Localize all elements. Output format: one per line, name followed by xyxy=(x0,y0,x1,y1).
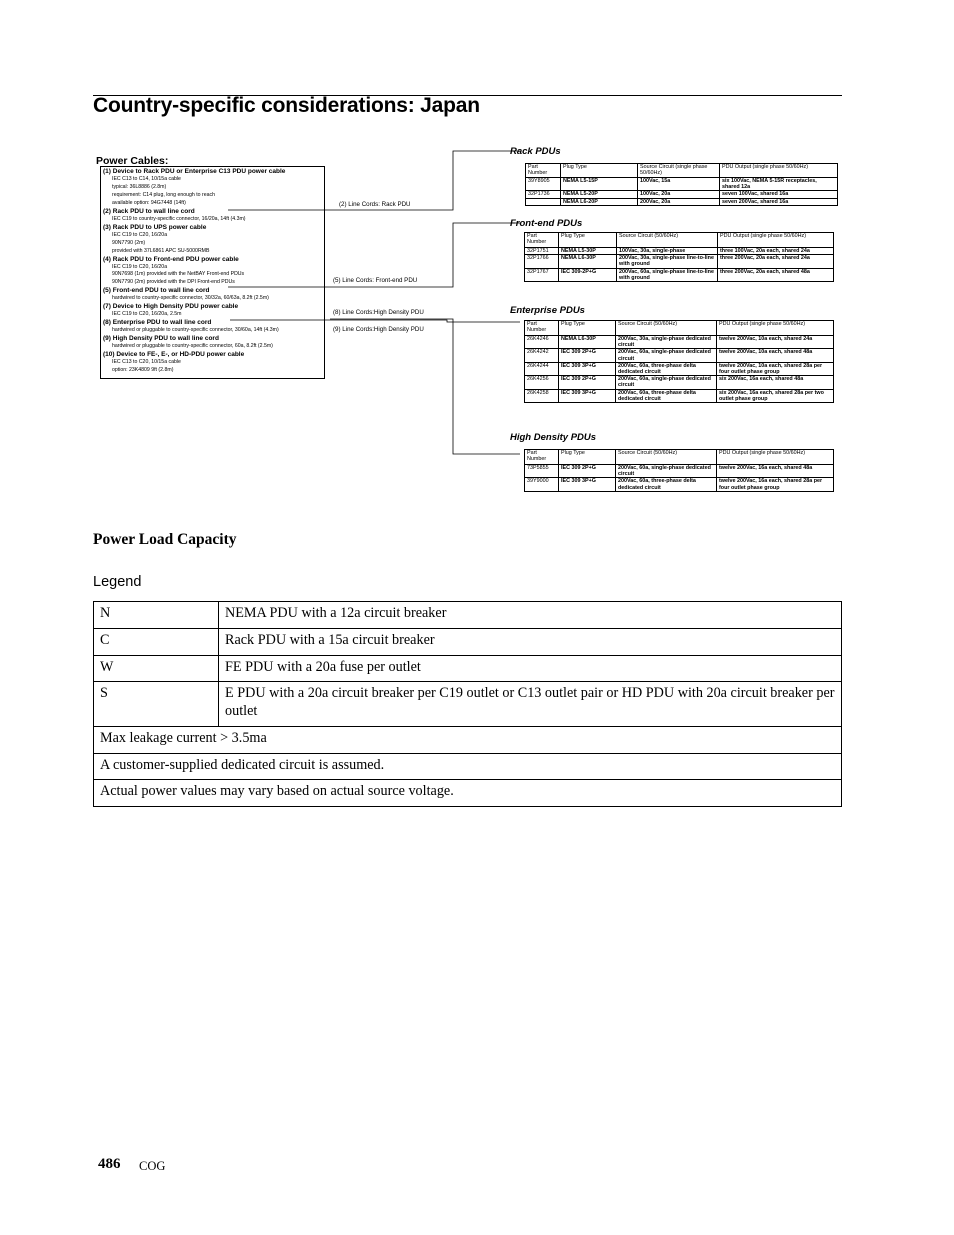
pdu-cell: 73P5855 xyxy=(525,465,559,478)
cable-detail: 90N7790 (2m) xyxy=(112,239,146,246)
cable-detail: provided with 37L6861 APC SU-5000RMB xyxy=(112,247,210,254)
pdu-cell: twelve 200Vac, 16a each, shared 28a per four outlet phase group xyxy=(717,478,834,491)
pdu-cell: twelve 200Vac, 10a each, shared 24a xyxy=(717,336,834,349)
cable-detail: 90N7698 (1m) provided with the NetBAY Front-end PDUs xyxy=(112,271,245,278)
pdu-cell: 26K4244 xyxy=(525,362,559,375)
rack-pdus-table xyxy=(525,163,838,206)
pdu-cell: twelve 200Vac, 10a each, shared 28a per four outlet phase group xyxy=(717,362,834,375)
cable-heading: (4) Rack PDU to Front-end PDU power cable xyxy=(103,255,239,263)
cable-detail: available option: 94G7448 (14ft) xyxy=(112,199,186,206)
cable-detail: IEC C19 to C20, 16/20a, 2.5m xyxy=(112,311,182,318)
connection-label-enterprise: (8) Line Cords:High Density PDU xyxy=(333,309,424,316)
pdu-header-cell: Part Number xyxy=(525,450,559,465)
pdu-header-cell: Source Circuit (50/60Hz) xyxy=(616,450,717,465)
pdu-row xyxy=(526,191,838,198)
note-row xyxy=(94,780,842,807)
cable-heading: (3) Rack PDU to UPS power cable xyxy=(103,223,207,231)
cable-detail: requirement: C14 plug, long enough to reach xyxy=(112,191,215,198)
pdu-cell: 200Vac, 60a, three-phase delta dedicated circuit xyxy=(616,362,717,375)
pdu-header-row xyxy=(526,164,838,178)
pdu-cell: 26K4246 xyxy=(525,336,559,349)
pdu-row xyxy=(525,478,834,491)
note-text: Actual power values may vary based on actual source voltage. xyxy=(94,780,842,807)
power-cables-title: Power Cables: xyxy=(96,155,169,167)
footer-text: COG xyxy=(139,1159,166,1173)
pdu-cell: 32P1767 xyxy=(525,268,559,281)
pdu-cell: NEMA L6-20P xyxy=(561,198,638,205)
pdu-cell: 200Vac, 60a, single-phase dedicated circuit xyxy=(616,349,717,362)
pdu-cell: NEMA L6-30P xyxy=(559,336,616,349)
pdu-cell: 200Vac, 60a, three-phase delta dedicated circuit xyxy=(616,478,717,491)
pdu-cell: IEC 309 3P+G xyxy=(559,478,616,491)
legend-code: C xyxy=(94,628,219,655)
pdu-cell: 100Vac, 20a xyxy=(638,191,720,198)
pdu-cell: IEC 309-2P+G xyxy=(559,268,617,281)
note-row xyxy=(94,753,842,780)
page-title: Country-specific considerations: Japan xyxy=(93,94,480,117)
legend-row xyxy=(94,682,842,727)
cable-detail: IEC C19 to country-specific connector, 16/20a, 14ft (4.3m) xyxy=(112,215,246,222)
pdu-header-cell: Plug Type xyxy=(559,321,616,336)
cable-detail: typical: 36L8886 (2.8m) xyxy=(112,183,167,190)
legend-description: FE PDU with a 20a fuse per outlet xyxy=(219,655,842,682)
pdu-header-cell: Source Circuit (50/60Hz) xyxy=(617,233,718,248)
pdu-row xyxy=(526,178,838,191)
pdu-cell: NEMA L5-30P xyxy=(559,248,617,255)
pdu-row xyxy=(525,389,834,402)
pdu-cell: 32P1766 xyxy=(525,255,559,268)
cable-detail: IEC C13 to C14, 10/15a cable xyxy=(112,175,181,182)
pdu-cell: six 200Vac, 16a each, shared 28a per two outlet phase group xyxy=(717,389,834,402)
pdu-cell: 200Vac, 60a, single-phase dedicated circuit xyxy=(616,376,717,389)
pdu-cell: 200Vac, 60a, single-phase line-to-line with ground xyxy=(617,268,718,281)
highdensity-pdus-table xyxy=(524,449,834,492)
pdu-row xyxy=(525,376,834,389)
note-text: Max leakage current > 3.5ma xyxy=(94,726,842,753)
pdu-cell: 200Vac, 60a, three-phase delta dedicated circuit xyxy=(616,389,717,402)
pdu-cell: seven 200Vac, shared 16a xyxy=(720,198,838,205)
pdu-header-cell: Part Number xyxy=(526,164,561,178)
legend-description: NEMA PDU with a 12a circuit breaker xyxy=(219,602,842,629)
cable-detail: hardwired to country-specific connector, 30/32a, 60/63a, 8.2ft (2.5m) xyxy=(112,295,269,302)
legend-table xyxy=(93,601,842,807)
pdu-cell: IEC 309 3P+G xyxy=(559,362,616,375)
pdu-header-cell: PDU Output (single phase 50/60Hz) xyxy=(718,233,834,248)
pdu-cell: twelve 200Vac, 10a each, shared 48a xyxy=(717,349,834,362)
cable-detail: hardwired or pluggable to country-specific connector, 30/60a, 14ft (4.3m) xyxy=(112,327,279,334)
connection-label-frontend: (5) Line Cords: Front-end PDU xyxy=(333,277,418,284)
pdu-cell: IEC 309 2P+G xyxy=(559,376,616,389)
pdu-row xyxy=(525,336,834,349)
pdu-cell: three 100Vac, 20a each, shared 24a xyxy=(718,248,834,255)
pdu-header-cell: Part Number xyxy=(525,233,559,248)
highdensity-pdus-title: High Density PDUs xyxy=(510,432,597,443)
pdu-cell: NEMA L5-15P xyxy=(561,178,638,191)
pdu-cell: 200Vac, 30a, single-phase dedicated circuit xyxy=(616,336,717,349)
pdu-cell: 32P1736 xyxy=(526,191,561,198)
legend-code: N xyxy=(94,602,219,629)
pdu-header-cell: Source Circuit (50/60Hz) xyxy=(616,321,717,336)
pdu-header-row xyxy=(525,450,834,465)
pdu-header-row xyxy=(525,321,834,336)
pdu-cell xyxy=(526,198,561,205)
pdu-cell: 26K4242 xyxy=(525,349,559,362)
frontend-pdus-title: Front-end PDUs xyxy=(510,218,583,229)
legend-description: E PDU with a 20a circuit breaker per C19 outlet or C13 outlet pair or HD PDU with 20a circuit breaker per outlet xyxy=(219,682,842,727)
connection-label-rack: (2) Line Cords: Rack PDU xyxy=(339,201,411,208)
cable-detail: 90N7790 (2m) provided with the DPI Front-end PDUs xyxy=(112,279,235,286)
cable-detail: option: 23K4809 9ft (2.8m) xyxy=(112,367,174,373)
section-heading: Power Load Capacity xyxy=(93,531,237,548)
pdu-cell: six 100Vac, NEMA 5-15R receptacles, shared 12a xyxy=(720,178,838,191)
legend-row xyxy=(94,655,842,682)
connection-label-highdensity: (9) Line Cords:High Density PDU xyxy=(333,326,424,333)
pdu-cell: IEC 309 2P+G xyxy=(559,349,616,362)
enterprise-pdus-table xyxy=(524,320,834,403)
pdu-cell: seven 100Vac, shared 16a xyxy=(720,191,838,198)
frontend-pdus-table xyxy=(524,232,834,282)
pdu-header-row xyxy=(525,233,834,248)
pdu-cell: three 200Vac, 20a each, shared 24a xyxy=(718,255,834,268)
cable-heading: (5) Front-end PDU to wall line cord xyxy=(103,287,210,295)
pdu-row xyxy=(525,255,834,268)
pdu-row xyxy=(525,268,834,281)
pdu-cell: NEMA L5-20P xyxy=(561,191,638,198)
legend-code: S xyxy=(94,682,219,727)
cable-detail: hardwired or pluggable to country-specific connector, 60a, 8.2ft (2.5m) xyxy=(112,343,273,350)
cable-heading: (10) Device to FE-, E-, or HD-PDU power cable xyxy=(103,351,245,359)
pdu-header-cell: PDU Output (single phase 50/60Hz) xyxy=(717,450,834,465)
pdu-cell: 39Y8905 xyxy=(526,178,561,191)
cable-detail: IEC C13 to C20, 10/15a cable xyxy=(112,359,181,366)
cable-heading: (1) Device to Rack PDU or Enterprise C13 PDU power cable xyxy=(103,168,286,175)
legend-label: Legend xyxy=(93,574,142,590)
note-text: A customer-supplied dedicated circuit is assumed. xyxy=(94,753,842,780)
pdu-cell: 200Vac, 30a, single-phase line-to-line with ground xyxy=(617,255,718,268)
pdu-header-cell: Plug Type xyxy=(559,233,617,248)
pdu-cell: 100Vac, 30a, single-phase xyxy=(617,248,718,255)
pdu-cell: twelve 200Vac, 16a each, shared 48a xyxy=(717,465,834,478)
pdu-row xyxy=(525,248,834,255)
pdu-header-cell: Source Circuit (single phase 50/60Hz) xyxy=(638,164,720,178)
pdu-cell: 26K4258 xyxy=(525,389,559,402)
note-row xyxy=(94,726,842,753)
legend-code: W xyxy=(94,655,219,682)
pdu-row xyxy=(525,362,834,375)
pdu-cell: three 200Vac, 20a each, shared 48a xyxy=(718,268,834,281)
pdu-cell: NEMA L6-30P xyxy=(559,255,617,268)
pdu-cell: 39Y9000 xyxy=(525,478,559,491)
legend-row xyxy=(94,602,842,629)
cable-detail: IEC C19 to C20, 16/20a xyxy=(112,231,168,238)
rack-pdus-title: Rack PDUs xyxy=(510,146,561,157)
pdu-row xyxy=(525,349,834,362)
cable-heading: (8) Enterprise PDU to wall line cord xyxy=(103,319,212,327)
legend-row xyxy=(94,628,842,655)
pdu-header-cell: Plug Type xyxy=(559,450,616,465)
pdu-cell: 200Vac, 20a xyxy=(638,198,720,205)
cable-detail: IEC C19 to C20, 16/20a xyxy=(112,263,168,270)
cable-heading: (7) Device to High Density PDU power cable xyxy=(103,303,239,311)
pdu-row xyxy=(525,465,834,478)
pdu-cell: 200Vac, 60a, single-phase dedicated circuit xyxy=(616,465,717,478)
pdu-cell: six 200Vac, 16a each, shared 48a xyxy=(717,376,834,389)
legend-description: Rack PDU with a 15a circuit breaker xyxy=(219,628,842,655)
pdu-header-cell: PDU Output (single phase 50/60Hz) xyxy=(720,164,838,178)
pdu-cell: 32P1751 xyxy=(525,248,559,255)
page-number: 486 xyxy=(98,1156,121,1172)
pdu-header-cell: Plug Type xyxy=(561,164,638,178)
power-cables-diagram xyxy=(0,0,954,520)
pdu-cell: 100Vac, 15a xyxy=(638,178,720,191)
enterprise-pdus-title: Enterprise PDUs xyxy=(510,305,585,316)
cable-heading: (2) Rack PDU to wall line cord xyxy=(103,207,195,215)
pdu-header-cell: PDU Output (single phase 50/60Hz) xyxy=(717,321,834,336)
pdu-row xyxy=(526,198,838,205)
cable-heading: (9) High Density PDU to wall line cord xyxy=(103,335,219,343)
pdu-header-cell: Part Number xyxy=(525,321,559,336)
pdu-cell: IEC 309 2P+G xyxy=(559,465,616,478)
pdu-cell: 26K4256 xyxy=(525,376,559,389)
pdu-cell: IEC 309 3P+G xyxy=(559,389,616,402)
